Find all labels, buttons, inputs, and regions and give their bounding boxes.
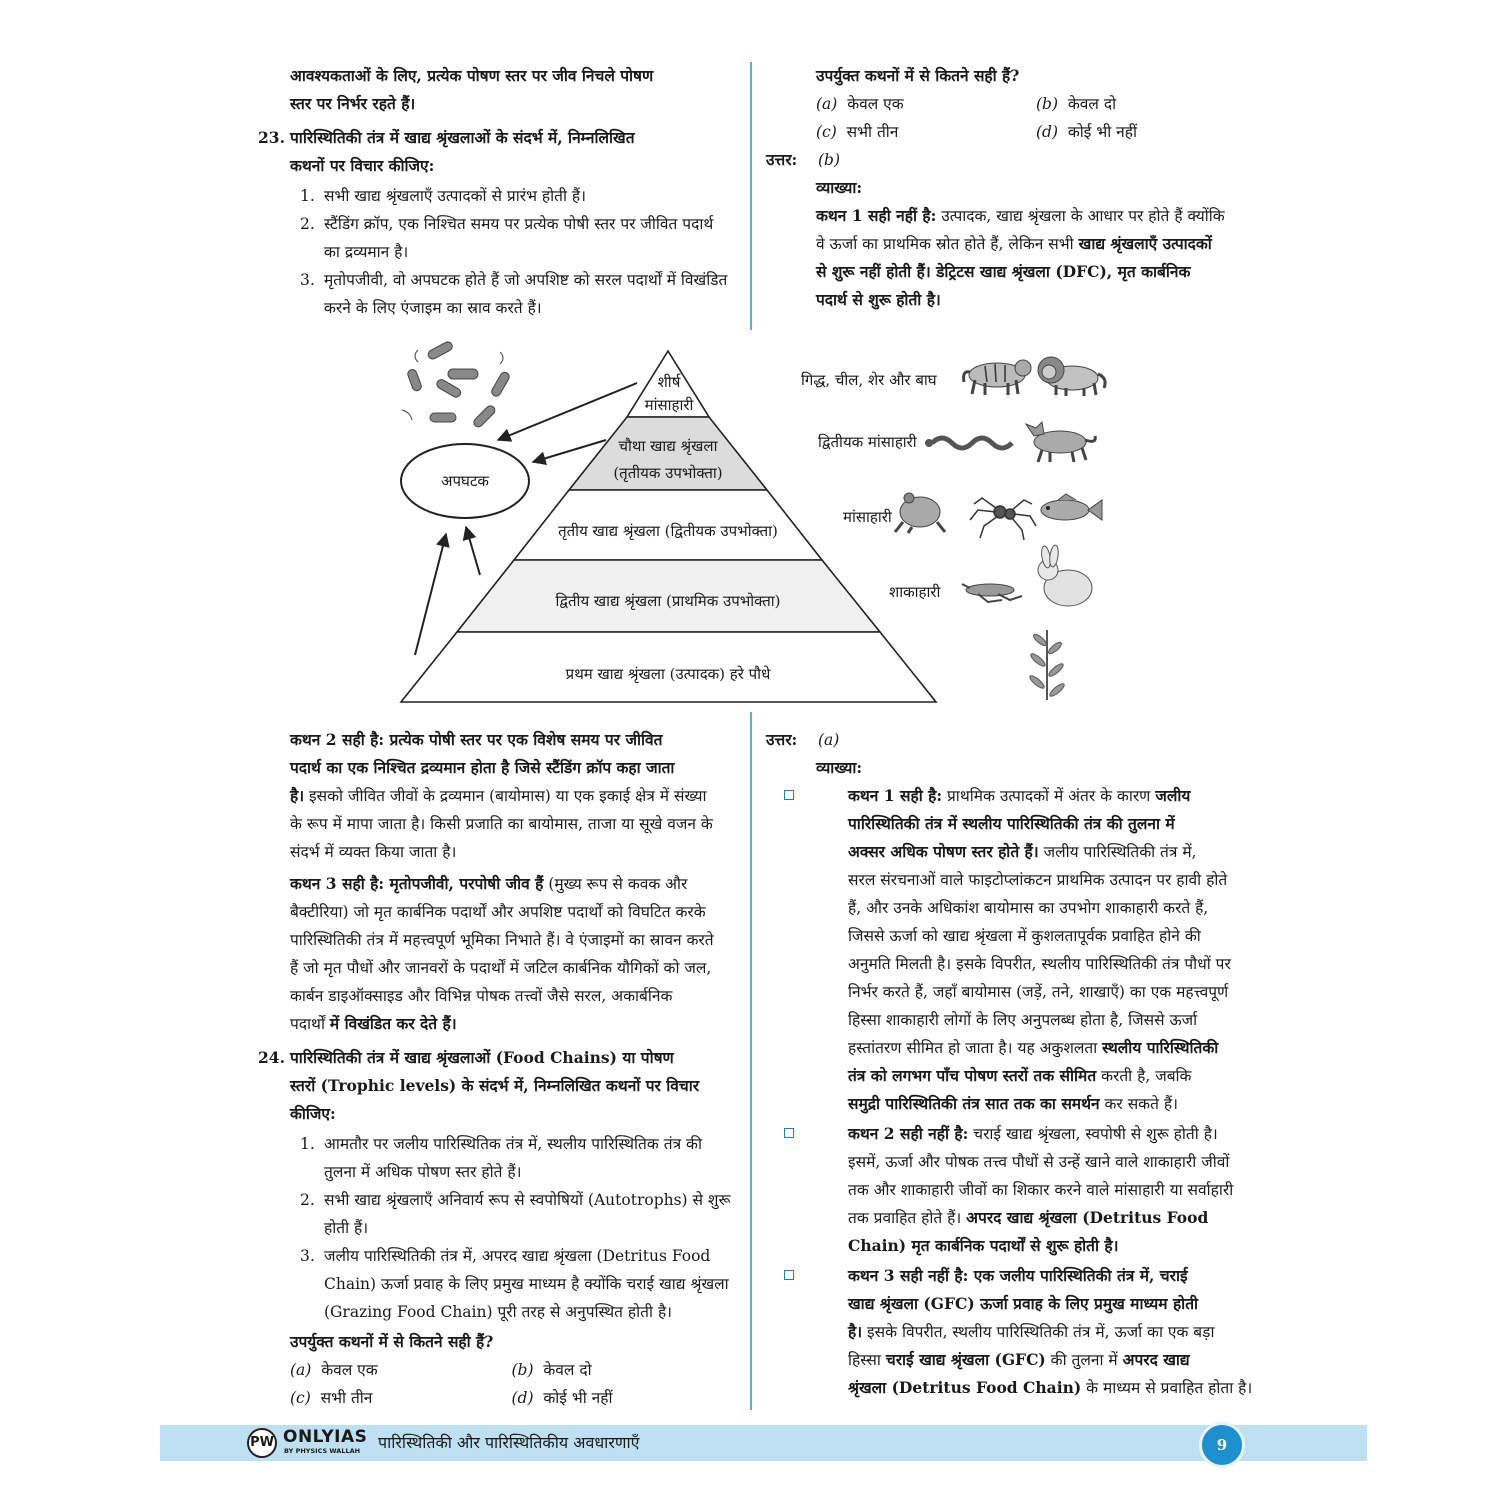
statement-item: 2. स्टैंडिंग क्रॉप, एक निश्चित समय पर प्रत्येक पोषी स्तर पर जीवित पदार्थ का द्रव्यमान है। (300, 215, 714, 261)
snake-icon (925, 438, 1012, 448)
options-question: उपर्युक्त कथनों में से कितने सही हैं? (290, 1332, 494, 1351)
brand-logo-text: ONLYIAS (283, 1427, 368, 1447)
tier-3-label: तृतीय खाद्य श्रृंखला (द्वितीयक उपभोक्ता) (558, 522, 778, 540)
option-d: (d) कोई भी नहीं (1036, 123, 1138, 141)
page-number: 9 (1199, 1422, 1245, 1468)
square-bullet-icon (784, 1128, 794, 1138)
question-text: पारिस्थितिकी तंत्र में खाद्य श्रृंखलाओं (Food Chains) या पोषण स्तरों (Trophic levels) के संदर्भ में, निम्नलिखित कथनों पर विचार कीजिए: (290, 1048, 700, 1123)
bacteria-icon (402, 340, 511, 428)
bottom-right-column (766, 726, 1256, 1402)
plant-icon (1028, 630, 1066, 700)
continued-text: आवश्यकताओं के लिए, प्रत्येक पोषण स्तर पर जीव निचले पोषण स्तर पर निर्भर रहते हैं। (290, 66, 654, 113)
square-bullet-icon (784, 1270, 794, 1280)
statement-item: 1. आमतौर पर जलीय पारिस्थितिक तंत्र में, स्थलीय पारिस्थितिक तंत्र की तुलना में अधिक पोषण स्तर होते हैं। (300, 1135, 702, 1181)
grasshopper-icon (962, 584, 1022, 602)
tier-4-label-a: चौथा खाद्य श्रृंखला (618, 437, 718, 455)
tier-5-label-b: मांसाहारी (644, 396, 694, 414)
statement-item: 3. मृतोपजीवी, वो अपघटक होते हैं जो अपशिष्ट को सरल पदार्थों में विखंडित करने के लिए एंजाइम का स्राव करते हैं। (300, 271, 728, 317)
rabbit-icon (1038, 545, 1092, 606)
frog-icon (895, 493, 945, 533)
explanation-bullet-1: कथन 1 सही है: प्राथमिक उत्पादकों में अंतर के कारण जलीय पारिस्थितिकी तंत्र में स्थलीय पारिस्थितिकी तंत्र की तुलना में अक्सर अधिक पोषण स्तर होते हैं। जलीय पारिस्थितिकी तंत्र में, सरल संरचनाओं वाले फाइटोप्लांकटन प्राथमिक उत्पादन पर हावी होते हैं, और उनके अधिकांश बायोमास का उपभोग शाकाहारी करते हैं, जिससे ऊर्जा को खाद्य श्रृंखला में कुशलतापूर्वक प्रवाहित होने की अनुमति मिलती है। इसके विपरीत, स्थलीय पारिस्थितिकी तंत्र पौधों पर निर्भर करते हैं, जहाँ बायोमास (जड़ें, तने, शाखाएँ) का एक महत्त्वपूर्ण हिस्सा शाकाहारी लोगों के लिए अनुपलब्ध होता है, जिससे ऊर्जा हस्तांतरण सीमित हो जाता है। यह अकुशलता स्थलीय पारिस्थितिकी तंत्र को लगभग पाँच पोषण स्तरों तक सीमित करती है, जबकि समुद्री पारिस्थितिकी तंत्र सात तक का समर्थन कर सकते हैं। (816, 782, 1256, 1118)
tier-5-label-a: शीर्ष (657, 373, 681, 391)
explanation-text: कथन 1 सही नहीं है: उत्पादक, खाद्य श्रृंखला के आधार पर होते हैं क्योंकि वे ऊर्जा का प्राथमिक स्रोत होते हैं, लेकिन सभी खाद्य श्रृंखलाएँ उत्पादकों से शुरू नहीं होती हैं। डेट्रिटस खाद्य श्रृंखला (DFC), मृत कार्बनिक पदार्थ से शुरू होती है। (816, 206, 1225, 309)
option-a: (a) केवल एक (816, 95, 904, 113)
option-d: (d) कोई भी नहीं (511, 1389, 613, 1407)
tier-4-label-b: (तृतीयक उपभोक्ता) (613, 464, 723, 482)
chapter-title: पारिस्थितिकी और पारिस्थितिकीय अवधारणाएँ (378, 1433, 640, 1452)
explanation-bullet-3: कथन 3 सही नहीं है: एक जलीय पारिस्थितिकी तंत्र में, चराई खाद्य श्रृंखला (GFC) ऊर्जा प्रवाह के लिए प्रमुख माध्यम होती है। इसके विपरीत, स्थलीय पारिस्थितिकी तंत्र में, ऊर्जा का एक बड़ा हिस्सा चराई खाद्य श्रृंखला (GFC) की तुलना में अपरद खाद्य श्रृंखला (Detritus Food Chain) के माध्यम से प्रवाहित होता है। (816, 1262, 1256, 1402)
option-b: (b) केवल दो (511, 1361, 592, 1379)
column-divider (750, 712, 752, 1410)
answer-value: (a) (818, 731, 840, 749)
decomposer-label: अपघटक (441, 472, 489, 490)
statement-list (258, 1130, 733, 1326)
tiger-icon (964, 360, 1031, 395)
statement-item: 1. सभी खाद्य श्रृंखलाएँ उत्पादकों से प्रारंभ होती हैं। (300, 187, 587, 205)
option-c: (c) सभी तीन (290, 1389, 373, 1407)
label-secondary-carnivores: द्वितीयक मांसाहारी (818, 433, 917, 451)
lion-icon (1038, 357, 1105, 396)
brand-logo-subtext: BY PHYSICS WALLAH (284, 1447, 361, 1455)
options-grid (258, 1356, 733, 1412)
option-b: (b) केवल दो (1036, 95, 1117, 113)
spider-icon (970, 498, 1036, 540)
label-top-carnivores: गिद्ध, चील, शेर और बाघ (801, 371, 937, 389)
fish-icon (1041, 494, 1102, 520)
answer-value: (b) (818, 151, 841, 169)
answer-label: उत्तर: (766, 730, 798, 749)
explanation-label: व्याख्या: (816, 178, 863, 197)
question-text: पारिस्थितिकी तंत्र में खाद्य श्रृंखलाओं के संदर्भ में, निम्नलिखित कथनों पर विचार कीजिए: (290, 128, 635, 175)
label-herbivores: शाकाहारी (889, 583, 941, 601)
question-number: 23. (258, 128, 285, 147)
tier-2-label: द्वितीय खाद्य श्रृंखला (प्राथमिक उपभोक्ता) (555, 592, 781, 610)
statement-item: 2. सभी खाद्य श्रृंखलाएँ अनिवार्य रूप से स्वपोषियों (Autotrophs) से शुरू होती हैं। (300, 1191, 731, 1237)
square-bullet-icon (784, 790, 794, 800)
option-a: (a) केवल एक (290, 1361, 378, 1379)
answer-line (766, 726, 1256, 754)
tier-1-label: प्रथम खाद्य श्रृंखला (उत्पादक) हरे पौधे (565, 665, 771, 683)
pw-logo-icon: PW (247, 1428, 277, 1458)
options-question: उपर्युक्त कथनों में से कितने सही हैं? (816, 66, 1020, 85)
label-carnivores: मांसाहारी (843, 508, 892, 526)
wolf-icon (1026, 422, 1095, 462)
option-c: (c) सभी तीन (816, 123, 899, 141)
explanation-label: व्याख्या: (816, 758, 863, 777)
statement-2-explanation: कथन 2 सही है: प्रत्येक पोषी स्तर पर एक विशेष समय पर जीवित पदार्थ का एक निश्चित द्रव्यमान होता है जिसे स्टैंडिंग क्रॉप कहा जाता है। इसको जीवित जीवों के द्रव्यमान (बायोमास) या एक इकाई क्षेत्र में संख्या के रूप में मापा जाता है। किसी प्रजाति का बायोमास, ताजा या सूखे वजन के संदर्भ में व्यक्त किया जाता है। (290, 730, 713, 861)
question-number: 24. (258, 1048, 285, 1067)
explanation-bullet-2: कथन 2 सही नहीं है: चराई खाद्य श्रृंखला, स्वपोषी से शुरू होती है। इसमें, ऊर्जा और पोषक तत्त्व पौधों से उन्हें खाने वाले शाकाहारी जीवों तक और शाकाहारी जीवों का शिकार करने वाले मांसाहारी या सर्वाहारी तक प्रवाहित होते हैं। अपरद खाद्य श्रृंखला (Detritus Food Chain) मृत कार्बनिक पदार्थों से शुरू होती है। (816, 1120, 1256, 1260)
bottom-left-column (258, 726, 733, 1412)
statement-3-explanation: कथन 3 सही है: मृतोपजीवी, परपोषी जीव हैं (मुख्य रूप से कवक और बैक्टीरिया) जो मृत कार्बनिक पदार्थों और अपशिष्ट पदार्थों को विघटित करके पारिस्थितिकी तंत्र में महत्त्वपूर्ण भूमिका निभाते हैं। वे एंजाइमों का स्रावन करते हैं जो मृत पौधों और जानवरों के पदार्थों में जटिल कार्बनिक यौगिकों को जल, कार्बन डाइऑक्साइड और विभिन्न पोषक तत्त्वों जैसे सरल, अकार्बनिक पदार्थों में विखंडित कर देते हैं। (290, 874, 714, 1033)
answer-label: उत्तर: (766, 150, 798, 169)
trophic-pyramid-diagram (0, 0, 1500, 720)
statement-item: 3. जलीय पारिस्थितिकी तंत्र में, अपरद खाद्य श्रृंखला (Detritus Food Chain) ऊर्जा प्रवाह के लिए प्रमुख माध्यम है क्योंकि चराई खाद्य श्रृंखला (Grazing Food Chain) पूरी तरह से अनुपस्थित होती है। (300, 1247, 729, 1321)
question-24 (258, 1044, 733, 1128)
